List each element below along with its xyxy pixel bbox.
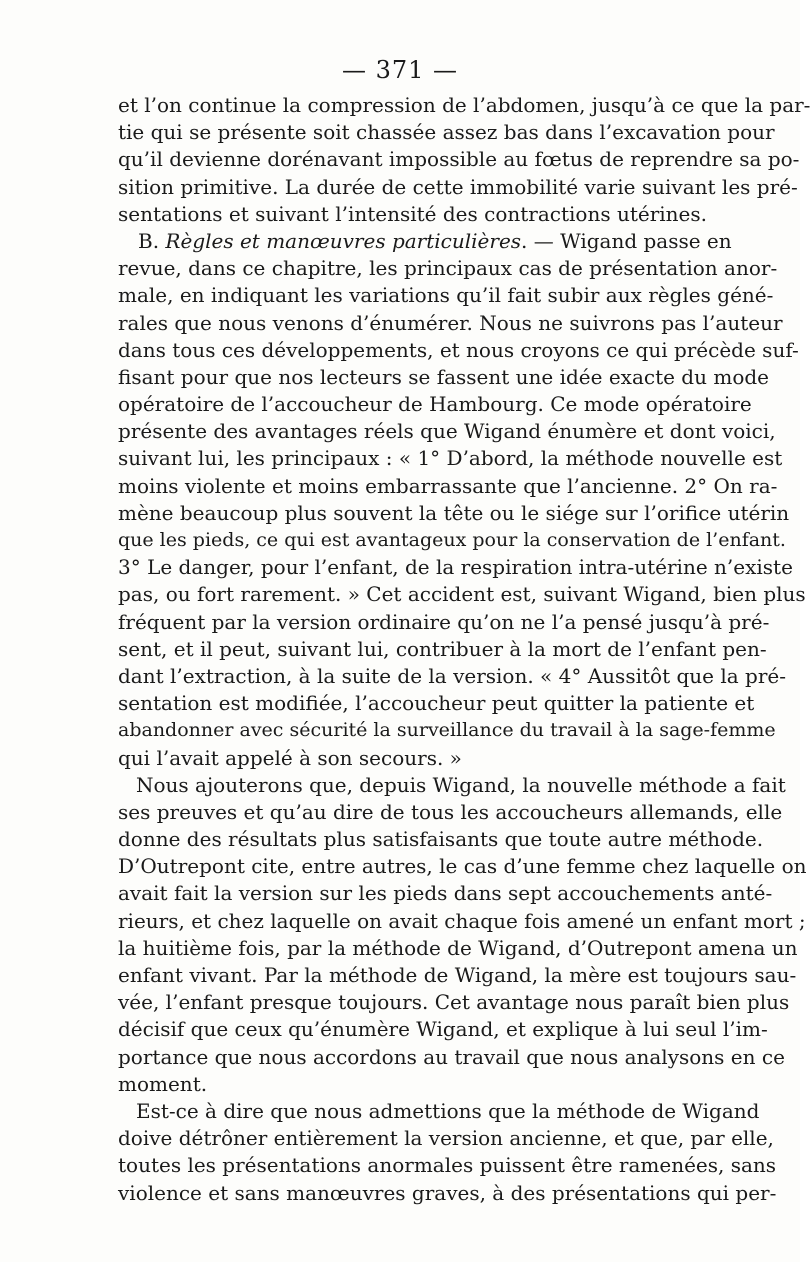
text-line: présente des avantages réels que Wigand énumère et dont voici, [118, 419, 776, 444]
section-title: Règles et manœuvres particulières [165, 228, 522, 253]
text-line: moment. [118, 1071, 208, 1096]
text-line: toutes les présentations anormales puissent être ramenées, sans [118, 1153, 777, 1178]
page-number: — 371 — [341, 56, 459, 84]
text-line: male, en indiquant les variations qu’il fait subir aux règles géné- [118, 283, 774, 308]
text-line: la huitième fois, par la méthode de Wigand, d’Outrepont amena un [118, 935, 798, 960]
text-line: donne des résultats plus satisfaisants que toute autre méthode. [118, 827, 764, 852]
text-line: pas, ou fort rarement. » Cet accident est, suivant Wigand, bien plus [118, 582, 806, 607]
text-line: moins violente et moins embarrassante que l’ancienne. 2° On ra- [118, 473, 778, 498]
text-line: que les pieds, ce qui est avantageux pour la conservation de l’enfant. [118, 529, 786, 551]
text-line: sentations et suivant l’intensité des contractions utérines. [118, 201, 707, 226]
text-line: sentation est modifiée, l’accoucheur peut quitter la patiente et [118, 691, 755, 716]
section-label: B. [138, 228, 166, 253]
text-line: revue, dans ce chapitre, les principaux cas de présentation anor- [118, 256, 778, 281]
text-line: fisant pour que nos lecteurs se fassent une idée exacte du mode [118, 364, 769, 389]
text-line: Est-ce à dire que nous admettions que la méthode de Wigand [136, 1098, 760, 1123]
text-line: dans tous ces développements, et nous croyons ce qui précède suf- [118, 337, 799, 362]
text-line: dant l’extraction, à la suite de la version. « 4° Aussitôt que la pré- [118, 663, 786, 688]
text-line: enfant vivant. Par la méthode de Wigand, la mère est toujours sau- [118, 963, 797, 987]
text-line: qui l’avait appelé à son secours. » [118, 745, 462, 770]
text-line: rieurs, et chez laquelle on avait chaque fois amené un enfant mort ; [118, 908, 806, 933]
body-text [118, 92, 810, 1207]
text-line: abandonner avec sécurité la surveillance du travail à la sage-femme [118, 719, 776, 742]
text-line: violence et sans manœuvres graves, à des présentations qui per- [118, 1180, 777, 1205]
text-line: Nous ajouterons que, depuis Wigand, la nouvelle méthode a fait [136, 772, 786, 797]
text-line: sition primitive. La durée de cette immobilité varie suivant les pré- [118, 174, 798, 199]
text-line: qu’il devienne dorénavant impossible au fœtus de reprendre sa po- [118, 147, 800, 172]
text-line: décisif que ceux qu’énumère Wigand, et explique à lui seul l’im- [118, 1017, 768, 1042]
text-line: rales que nous venons d’énumérer. Nous ne suivrons pas l’auteur [118, 310, 783, 335]
section-heading-line [118, 228, 732, 255]
text-line: suivant lui, les principaux : « 1° D’abord, la méthode nouvelle est [118, 446, 783, 471]
text-line: ses preuves et qu’au dire de tous les accoucheurs allemands, elle [118, 799, 783, 824]
text-line: avait fait la version sur les pieds dans sept accouchements anté- [118, 881, 773, 906]
text-line: D’Outrepont cite, entre autres, le cas d’une femme chez laquelle on [118, 854, 807, 879]
text-line: doive détrôner entièrement la version ancienne, et que, par elle, [118, 1126, 774, 1151]
text-line: opératoire de l’accoucheur de Hambourg. Ce mode opératoire [118, 392, 752, 417]
text-line: portance que nous accordons au travail que nous analysons en ce [118, 1044, 785, 1069]
text-line: sent, et il peut, suivant lui, contribuer à la mort de l’enfant pen- [118, 636, 767, 661]
text-line: fréquent par la version ordinaire qu’on ne l’a pensé jusqu’à pré- [118, 609, 770, 634]
text-line: mène beaucoup plus souvent la tête ou le siége sur l’orifice utérin [118, 500, 790, 525]
text-line: tie qui se présente soit chassée assez bas dans l’excavation pour [118, 120, 775, 145]
text-line: vée, l’enfant presque toujours. Cet avantage nous paraît bien plus [118, 990, 790, 1015]
text-line: et l’on continue la compression de l’abdomen, jusqu’à ce que la par- [118, 93, 810, 117]
section-heading-rest: . — Wigand passe en [521, 228, 732, 253]
text-line: 3° Le danger, pour l’enfant, de la respiration intra-utérine n’existe [118, 555, 793, 580]
